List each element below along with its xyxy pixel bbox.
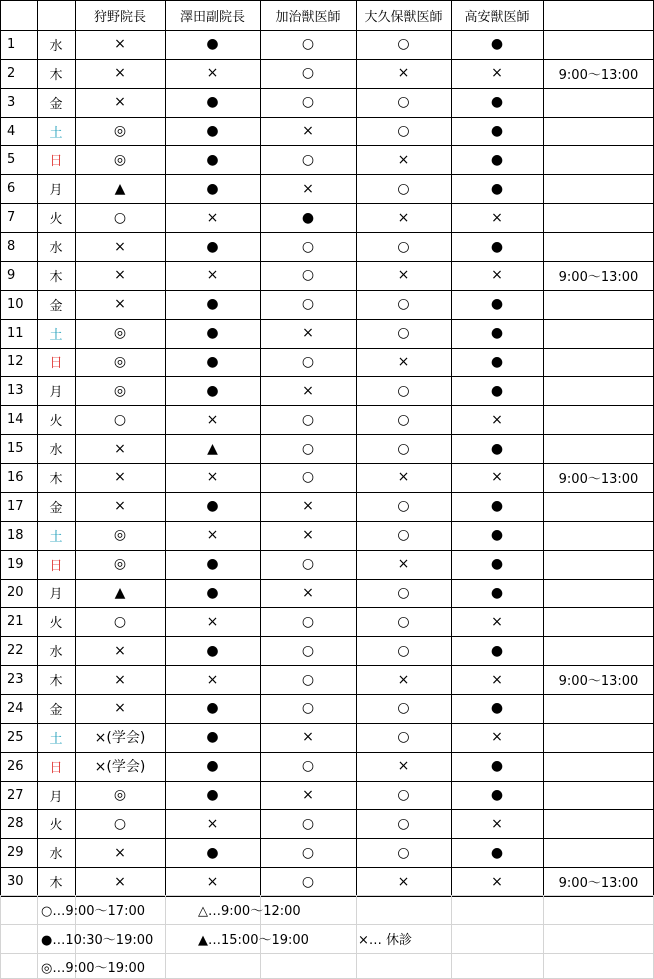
row-mark-doctor-1: ×(学会) [94, 730, 146, 747]
row-day: 日 [49, 154, 63, 170]
row-mark-doctor-1: × [114, 440, 126, 457]
grid-vline [0, 0, 1, 896]
row-mark-doctor-1: × [114, 238, 126, 255]
row-date: 2 [7, 65, 16, 81]
row-note: 9:00～13:00 [558, 269, 639, 285]
row-mark-doctor-5: × [491, 729, 503, 746]
row-mark-doctor-4: ○ [397, 729, 410, 746]
row-mark-doctor-5: ● [490, 642, 504, 659]
row-day: 水 [49, 847, 63, 863]
grid-hline [0, 232, 654, 233]
grid-hline [0, 88, 654, 89]
header-doctor-3: 加治獣医師 [275, 9, 341, 25]
row-mark-doctor-3: ○ [301, 873, 315, 890]
row-day: 日 [49, 558, 63, 574]
row-mark-doctor-4: ○ [397, 498, 410, 515]
row-mark-doctor-5: ● [490, 94, 504, 111]
header-doctor-2: 澤田副院長 [179, 9, 245, 25]
row-note [543, 434, 654, 463]
row-note [543, 694, 654, 723]
row-mark-doctor-3: ○ [301, 296, 315, 313]
row-day: 日 [49, 760, 63, 776]
row-mark-doctor-1: ◎ [113, 353, 127, 370]
row-mark-doctor-3: × [302, 584, 314, 601]
row-date: 4 [7, 123, 16, 139]
row-day: 木 [49, 674, 63, 690]
row-mark-doctor-2: ● [206, 180, 219, 197]
row-mark-doctor-3: × [302, 382, 314, 399]
row-date: 28 [7, 816, 24, 832]
row-mark-doctor-4: ○ [397, 584, 410, 601]
row-mark-doctor-1: × [114, 65, 126, 82]
row-day: 水 [49, 645, 63, 661]
grid-hline [0, 174, 654, 175]
row-mark-doctor-5: ● [490, 700, 504, 717]
row-note [543, 30, 654, 59]
row-mark-doctor-2: × [206, 267, 219, 284]
row-date: 7 [7, 210, 16, 226]
legend-gridline-v [37, 896, 38, 979]
row-date: 6 [7, 181, 16, 197]
grid-hline [0, 838, 654, 839]
row-day: 月 [49, 789, 63, 805]
row-mark-doctor-3: ○ [301, 758, 315, 775]
grid-hline [0, 405, 654, 406]
row-mark-doctor-4: ○ [397, 180, 410, 197]
row-mark-doctor-3: ○ [301, 815, 315, 832]
row-mark-doctor-1: × [114, 700, 126, 717]
legend-circle: ○…9:00～17:00 [41, 904, 146, 919]
row-mark-doctor-4: ○ [397, 613, 410, 630]
row-mark-doctor-4: × [397, 671, 410, 688]
legend-double-circle: ◎…9:00～19:00 [41, 960, 146, 976]
row-day: 火 [49, 616, 63, 632]
row-note [543, 550, 654, 579]
row-day: 火 [49, 818, 63, 834]
row-note [543, 809, 654, 838]
row-day: 月 [49, 385, 63, 401]
row-date: 20 [7, 585, 24, 601]
grid-hline [0, 319, 654, 320]
row-mark-doctor-3: × [302, 325, 314, 342]
row-date: 9 [7, 267, 16, 283]
row-mark-doctor-3: ○ [301, 65, 315, 82]
row-mark-doctor-1: ○ [113, 815, 127, 832]
row-mark-doctor-3: ○ [301, 556, 315, 573]
row-mark-doctor-4: ○ [397, 382, 410, 399]
row-mark-doctor-4: ○ [397, 440, 410, 457]
row-mark-doctor-1: × [114, 671, 126, 688]
row-date: 18 [7, 527, 24, 543]
row-date: 1 [7, 36, 16, 52]
row-note [543, 376, 654, 405]
row-mark-doctor-5: ● [490, 556, 504, 573]
row-mark-doctor-3: × [302, 180, 314, 197]
grid-hline [0, 30, 654, 31]
grid-vline [451, 0, 452, 896]
row-date: 13 [7, 383, 24, 399]
row-mark-doctor-1: ○ [113, 411, 127, 428]
row-mark-doctor-4: ○ [397, 296, 410, 313]
grid-hline [0, 665, 654, 666]
grid-hline [0, 261, 654, 262]
grid-vline [260, 0, 261, 896]
row-day: 土 [49, 327, 63, 343]
legend-gridline-v [0, 896, 1, 979]
grid-hline [0, 348, 654, 349]
row-mark-doctor-5: × [491, 469, 503, 486]
grid-vline [37, 0, 38, 896]
grid-hline [0, 145, 654, 146]
row-mark-doctor-5: ● [490, 296, 504, 313]
row-mark-doctor-3: ○ [301, 613, 315, 630]
row-day: 水 [49, 443, 63, 459]
header-doctor-5: 高安獣医師 [464, 9, 530, 25]
grid-hline [0, 203, 654, 204]
row-mark-doctor-3: ○ [301, 700, 315, 717]
row-mark-doctor-1: ▲ [114, 180, 126, 197]
row-mark-doctor-1: × [114, 94, 126, 111]
row-mark-doctor-4: × [397, 556, 410, 573]
row-mark-doctor-2: × [206, 411, 219, 428]
row-mark-doctor-3: ○ [301, 238, 315, 255]
grid-vline [543, 0, 544, 896]
row-note: 9:00～13:00 [558, 471, 639, 487]
row-mark-doctor-2: ● [206, 642, 219, 659]
row-day: 月 [49, 183, 63, 199]
row-mark-doctor-5: × [491, 671, 503, 688]
row-mark-doctor-2: × [206, 65, 219, 82]
row-date: 11 [7, 325, 24, 341]
row-mark-doctor-5: × [491, 65, 503, 82]
grid-hline [0, 607, 654, 608]
grid-hline [0, 723, 654, 724]
row-mark-doctor-1: ◎ [113, 151, 127, 168]
row-mark-doctor-3: × [302, 729, 314, 746]
row-mark-doctor-2: ● [206, 353, 219, 370]
row-note: 9:00～13:00 [558, 674, 639, 690]
row-date: 5 [7, 152, 16, 168]
grid-hline [0, 492, 654, 493]
row-mark-doctor-4: ○ [397, 36, 410, 53]
row-mark-doctor-2: ● [206, 325, 219, 342]
row-mark-doctor-4: ○ [397, 527, 410, 544]
grid-hline [0, 636, 654, 637]
row-note [543, 781, 654, 810]
row-date: 21 [7, 614, 24, 630]
row-mark-doctor-1: ◎ [113, 556, 127, 573]
row-mark-doctor-3: ○ [301, 844, 315, 861]
grid-hline [0, 781, 654, 782]
row-mark-doctor-5: ● [490, 353, 504, 370]
row-mark-doctor-4: ○ [397, 815, 410, 832]
grid-hline [0, 290, 654, 291]
row-date: 15 [7, 441, 24, 457]
grid-hline [0, 694, 654, 695]
row-day: 金 [49, 96, 63, 112]
row-day: 水 [49, 38, 63, 54]
row-mark-doctor-1: ◎ [113, 325, 127, 342]
row-day: 月 [49, 587, 63, 603]
row-day: 火 [49, 212, 63, 228]
row-day: 水 [49, 241, 63, 256]
row-mark-doctor-2: × [206, 527, 219, 544]
row-mark-doctor-3: ● [301, 209, 315, 226]
row-mark-doctor-3: ○ [301, 469, 315, 486]
row-mark-doctor-5: ● [490, 787, 504, 804]
row-mark-doctor-1: × [114, 873, 126, 890]
row-mark-doctor-2: ● [206, 844, 219, 861]
row-mark-doctor-2: ● [206, 498, 219, 515]
grid-vline [75, 0, 76, 896]
row-day: 木 [49, 876, 63, 892]
row-mark-doctor-4: ○ [397, 411, 410, 428]
row-mark-doctor-4: ○ [397, 325, 410, 342]
row-mark-doctor-2: ● [206, 94, 219, 111]
row-mark-doctor-4: ○ [397, 642, 410, 659]
row-mark-doctor-4: × [397, 873, 410, 890]
header-doctor-1: 狩野院長 [93, 9, 146, 25]
row-mark-doctor-2: ● [206, 238, 219, 255]
row-mark-doctor-1: ◎ [113, 382, 127, 399]
row-date: 14 [7, 412, 24, 428]
legend-filled-circle: ●…10:30～19:00 [41, 933, 154, 948]
row-mark-doctor-2: × [206, 671, 219, 688]
row-mark-doctor-4: × [397, 65, 410, 82]
row-date: 26 [7, 758, 24, 774]
row-note [543, 838, 654, 867]
row-mark-doctor-2: ● [206, 36, 219, 53]
row-mark-doctor-5: × [491, 613, 503, 630]
grid-hline [0, 117, 654, 118]
row-mark-doctor-1: × [114, 498, 126, 515]
legend-cross: ×… 休診 [358, 933, 413, 948]
row-mark-doctor-2: ● [206, 700, 219, 717]
row-mark-doctor-4: ○ [397, 123, 410, 140]
row-note [543, 319, 654, 348]
row-mark-doctor-2: ● [206, 556, 219, 573]
row-mark-doctor-3: ○ [301, 36, 315, 53]
row-mark-doctor-2: × [206, 815, 219, 832]
row-note [543, 88, 654, 117]
grid-hline [0, 0, 654, 1]
row-mark-doctor-1: ◎ [113, 787, 127, 804]
row-day: 金 [49, 500, 63, 516]
row-mark-doctor-5: ● [490, 758, 504, 775]
row-mark-doctor-2: × [206, 873, 219, 890]
row-mark-doctor-3: × [302, 787, 314, 804]
row-mark-doctor-1: × [114, 642, 126, 659]
row-mark-doctor-4: × [397, 151, 410, 168]
row-date: 30 [7, 874, 24, 890]
row-mark-doctor-5: ● [490, 180, 504, 197]
row-mark-doctor-4: × [397, 469, 410, 486]
row-mark-doctor-3: ○ [301, 151, 315, 168]
row-mark-doctor-4: ○ [397, 844, 410, 861]
row-mark-doctor-1: × [114, 844, 126, 861]
row-mark-doctor-2: ● [206, 123, 219, 140]
row-mark-doctor-5: × [491, 873, 503, 890]
row-note [543, 348, 654, 377]
row-mark-doctor-2: ● [206, 758, 219, 775]
grid-hline [0, 434, 654, 435]
row-mark-doctor-2: ● [206, 729, 219, 746]
row-mark-doctor-1: × [114, 469, 126, 486]
row-day: 土 [49, 529, 63, 545]
row-mark-doctor-3: × [302, 123, 314, 140]
grid-hline [0, 521, 654, 522]
row-mark-doctor-1: ×(学会) [94, 759, 146, 776]
row-date: 3 [7, 94, 16, 110]
grid-hline [0, 867, 654, 868]
row-note [543, 232, 654, 261]
row-mark-doctor-3: ○ [301, 411, 315, 428]
row-mark-doctor-5: × [491, 815, 503, 832]
row-note [543, 579, 654, 608]
row-date: 27 [7, 787, 24, 803]
row-mark-doctor-5: ● [490, 325, 504, 342]
row-day: 木 [49, 269, 63, 285]
row-mark-doctor-5: ● [490, 584, 504, 601]
row-mark-doctor-2: × [206, 613, 219, 630]
row-day: 金 [49, 298, 63, 314]
row-mark-doctor-2: × [206, 469, 219, 486]
row-mark-doctor-3: ○ [301, 440, 315, 457]
header-doctor-4: 大久保獣医師 [364, 9, 443, 25]
row-mark-doctor-1: × [114, 296, 126, 313]
row-note [543, 174, 654, 203]
row-date: 29 [7, 845, 24, 861]
grid-hline [0, 550, 654, 551]
row-day: 火 [49, 414, 63, 430]
row-note [543, 405, 654, 434]
row-mark-doctor-1: ◎ [113, 527, 127, 544]
row-mark-doctor-4: ○ [397, 238, 410, 255]
row-mark-doctor-1: ○ [113, 613, 127, 630]
row-day: 木 [49, 471, 63, 487]
row-mark-doctor-3: ○ [301, 353, 315, 370]
row-mark-doctor-5: × [491, 411, 503, 428]
row-mark-doctor-5: ● [490, 844, 504, 861]
row-note: 9:00～13:00 [558, 876, 639, 892]
row-mark-doctor-5: ● [490, 527, 504, 544]
row-mark-doctor-5: ● [490, 498, 504, 515]
row-mark-doctor-3: × [302, 498, 314, 515]
grid-hline [0, 579, 654, 580]
row-mark-doctor-2: ● [206, 584, 219, 601]
row-date: 12 [7, 354, 24, 370]
grid-vline [356, 0, 357, 896]
grid-hline [0, 59, 654, 60]
row-mark-doctor-4: ○ [397, 787, 410, 804]
row-day: 木 [49, 67, 63, 83]
row-note [543, 521, 654, 550]
row-note [543, 607, 654, 636]
row-mark-doctor-2: ● [206, 382, 219, 399]
row-date: 23 [7, 672, 24, 688]
row-mark-doctor-4: × [397, 267, 410, 284]
row-mark-doctor-3: ○ [301, 642, 315, 659]
row-mark-doctor-2: ● [206, 151, 219, 168]
row-date: 8 [7, 239, 16, 254]
row-note [543, 117, 654, 146]
row-note [543, 636, 654, 665]
row-note [543, 290, 654, 319]
row-mark-doctor-3: × [302, 527, 314, 544]
legend-filled-triangle: ▲…15:00～19:00 [198, 933, 309, 948]
legend-triangle: △…9:00～12:00 [198, 904, 301, 919]
row-day: 日 [49, 356, 63, 372]
row-day: 金 [49, 702, 63, 718]
row-mark-doctor-5: ● [490, 36, 504, 53]
row-mark-doctor-3: ○ [301, 267, 315, 284]
row-day: 土 [49, 731, 63, 747]
row-mark-doctor-4: ○ [397, 700, 410, 717]
row-mark-doctor-4: × [397, 209, 410, 226]
row-mark-doctor-1: × [114, 267, 126, 284]
row-mark-doctor-5: ● [490, 382, 504, 399]
grid-hline [0, 809, 654, 810]
row-date: 24 [7, 700, 24, 716]
row-date: 25 [7, 729, 24, 745]
row-mark-doctor-2: ● [206, 787, 219, 804]
row-mark-doctor-1: × [114, 36, 126, 53]
row-mark-doctor-3: ○ [301, 94, 315, 111]
row-day: 土 [49, 125, 63, 141]
row-mark-doctor-5: ● [490, 440, 504, 457]
row-note [543, 723, 654, 752]
row-note: 9:00～13:00 [558, 67, 639, 83]
row-mark-doctor-5: × [491, 267, 503, 284]
row-note [543, 752, 654, 781]
grid-vline [165, 0, 166, 896]
row-mark-doctor-5: × [491, 209, 503, 226]
row-note [543, 145, 654, 174]
row-mark-doctor-3: ○ [301, 671, 315, 688]
row-mark-doctor-5: ● [490, 123, 504, 140]
row-date: 16 [7, 469, 24, 485]
row-mark-doctor-1: ▲ [114, 584, 126, 601]
row-mark-doctor-2: ● [206, 296, 219, 313]
row-date: 22 [7, 643, 24, 659]
grid-hline [0, 376, 654, 377]
row-note [543, 203, 654, 232]
row-date: 10 [7, 296, 24, 312]
row-mark-doctor-1: ◎ [113, 123, 127, 140]
grid-hline [0, 463, 654, 464]
row-mark-doctor-1: ○ [113, 209, 127, 226]
row-mark-doctor-4: ○ [397, 94, 410, 111]
legend-gridline-v [543, 896, 544, 979]
row-mark-doctor-2: × [206, 209, 219, 226]
grid-hline [0, 752, 654, 753]
row-mark-doctor-2: ▲ [207, 440, 218, 457]
row-mark-doctor-5: ● [490, 151, 504, 168]
row-mark-doctor-4: × [397, 758, 410, 775]
row-mark-doctor-5: ● [490, 238, 504, 255]
row-date: 19 [7, 556, 24, 572]
row-date: 17 [7, 498, 24, 514]
row-mark-doctor-4: × [397, 353, 410, 370]
row-note [543, 492, 654, 521]
